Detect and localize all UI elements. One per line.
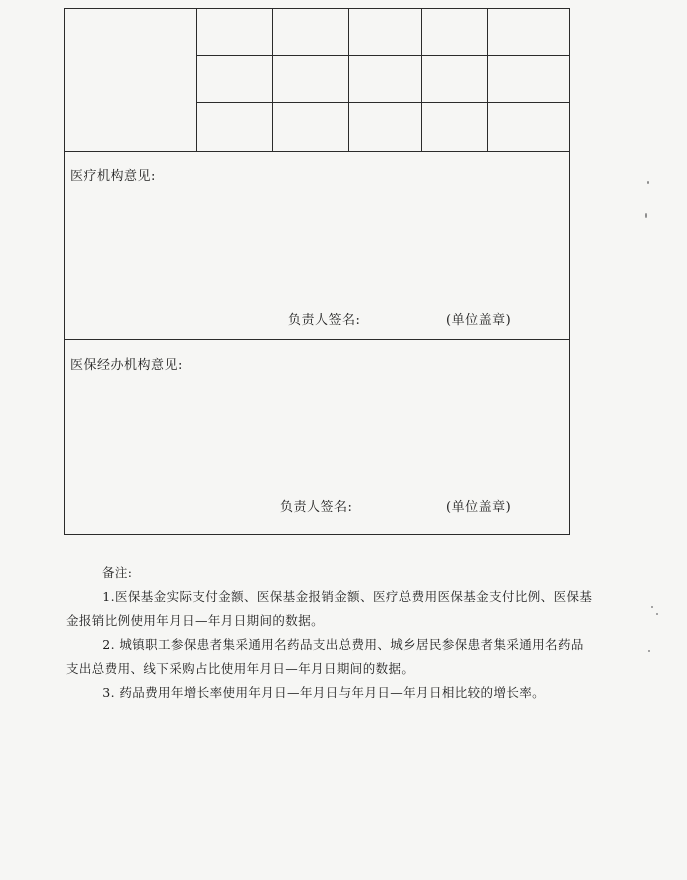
medical-seal-label: (单位盖章) [446, 313, 512, 328]
grid-cell [422, 8, 488, 56]
scan-speck [645, 213, 647, 218]
medical-signature-label: 负责人签名: [288, 313, 361, 328]
scan-speck [651, 606, 653, 608]
grid-cell [422, 103, 488, 151]
section-divider [64, 339, 570, 340]
grid-cell [349, 56, 422, 103]
grid-cell [488, 8, 570, 56]
grid-cell [422, 56, 488, 103]
scan-speck [656, 613, 658, 615]
medical-opinion-label: 医疗机构意见: [70, 169, 156, 184]
grid-left-block [64, 8, 197, 151]
grid-cell [349, 103, 422, 151]
grid-cell [349, 8, 422, 56]
notes-block [66, 561, 594, 705]
note-item: 2. 城镇职工参保患者集采通用名药品支出总费用、城乡居民参保患者集采通用名药品支出总费用、线下采购占比使用年月日—年月日期间的数据。 [66, 637, 584, 676]
grid-cell [197, 8, 273, 56]
insurance-seal-label: (单位盖章) [446, 500, 512, 515]
insurance-signature-label: 负责人签名: [280, 500, 353, 515]
grid-cell [488, 56, 570, 103]
note-item: 3. 药品费用年增长率使用年月日—年月日与年月日—年月日相比较的增长率。 [102, 685, 546, 700]
grid-cell [197, 56, 273, 103]
grid-cell [273, 103, 349, 151]
scan-speck [647, 181, 649, 184]
grid-cell [488, 103, 570, 151]
grid-cell [273, 56, 349, 103]
scan-speck [648, 650, 650, 652]
note-item: 1.医保基金实际支付金额、医保基金报销金额、医疗总费用医保基金支付比例、医保基金报销比例使用年月日—年月日期间的数据。 [66, 589, 593, 628]
grid-cell [273, 8, 349, 56]
notes-title: 备注: [102, 565, 133, 580]
section-divider [64, 151, 570, 152]
insurance-opinion-label: 医保经办机构意见: [70, 358, 183, 373]
grid-cell [197, 103, 273, 151]
